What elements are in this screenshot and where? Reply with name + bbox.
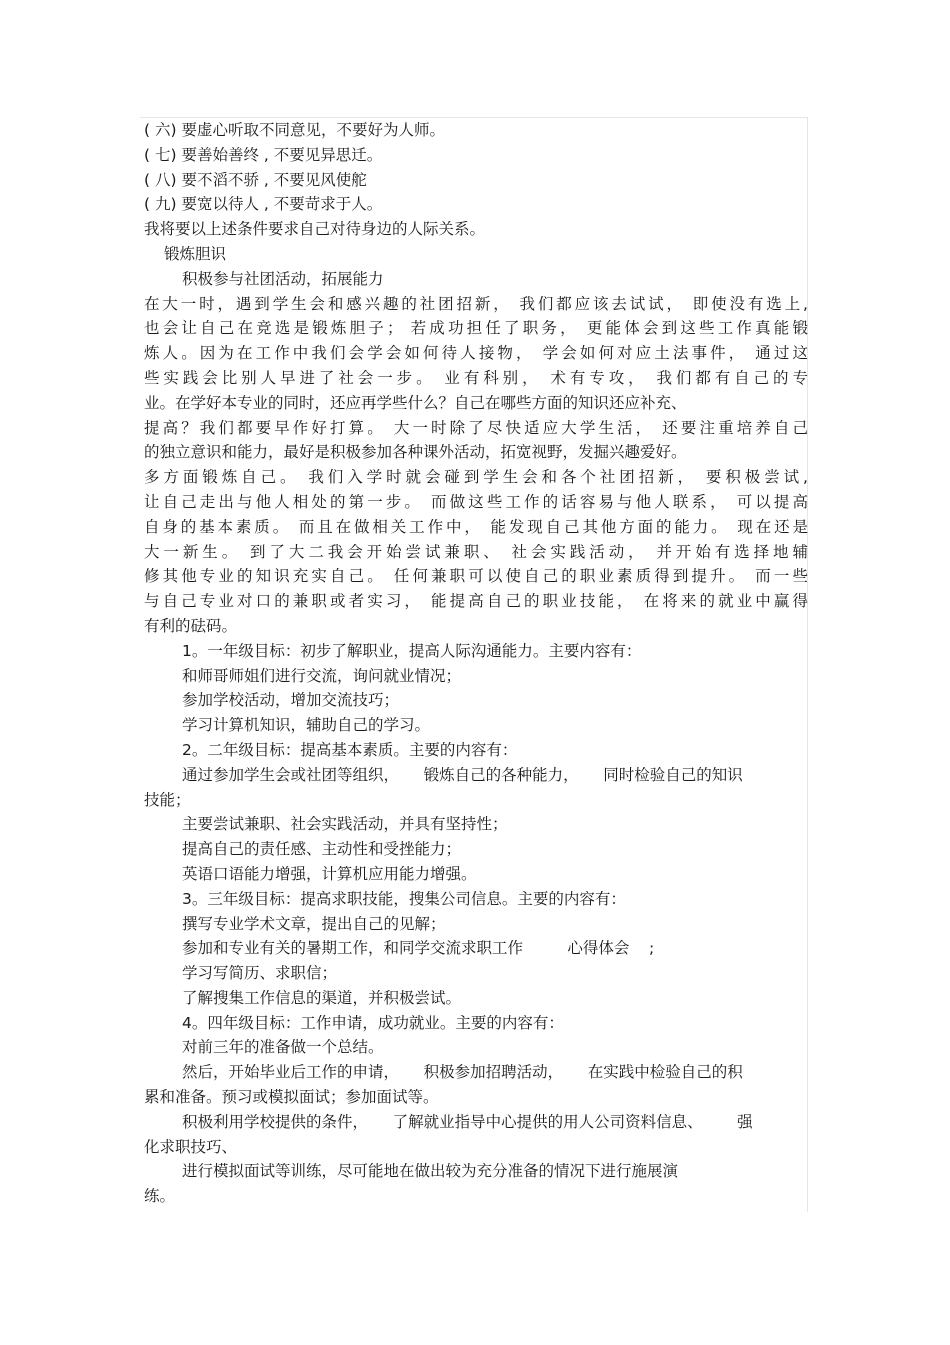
goal-item: 提高自己的责任感、主动性和受挫能力； [182,840,462,859]
goal-item: 对前三年的准备做一个总结。 [182,1038,384,1057]
subsection-heading: 积极参与社团活动，拓展能力 [182,269,384,288]
list-item-6: ( 六) 要虚心听取不同意见，不要好为人师。 [144,121,445,139]
paragraph-line: 大一新生。 到了大二我会开始尝试兼职、 社会实践活动， 并开始有选择地辅 [144,542,808,561]
goal-item: 撰写专业学术文章，提出自己的见解； [182,914,446,933]
goal-item: 练。 [144,1187,176,1206]
paragraph-line: 与自己专业对口的兼职或者实习， 能提高自己的职业技能， 在将来的就业中赢得 [144,592,808,611]
paragraph-line: 让自己走出与他人相处的第一步。 而做这些工作的话容易与他人联系， 可以提高 [144,492,808,511]
section-heading: 锻炼胆识 [164,244,227,263]
paragraph-line: 业。在学好本专业的同时，还应再学些什么？自己在哪些方面的知识还应补充、 [144,393,687,412]
paragraph-line: 我将要以上述条件要求自己对待身边的人际关系。 [144,220,486,239]
goal-item: 英语口语能力增强，计算机应用能力增强。 [182,864,477,883]
goal-item: 技能； [144,790,191,809]
goal-item: 化求职技巧、 [144,1137,238,1156]
paragraph-line: 些实践会比别人早进了社会一步。 业有科别， 术有专攻， 我们都有自己的专 [144,368,808,387]
goal-heading-year-3: 3。三年级目标：提高求职技能，搜集公司信息。主要的内容有： [182,889,626,908]
paragraph-line: 修其他专业的知识充实自己。 任何兼职可以使自己的职业素质得到提升。 而一些 [144,567,808,586]
goal-item: 通过参加学生会或社团等组织， 锻炼自己的各种能力， 同时检验自己的知识 [182,765,743,784]
goal-item: 积极利用学校提供的条件， 了解就业指导中心提供的用人公司资料信息、 强 [182,1112,753,1131]
goal-item: 累和准备。预习或模拟面试；参加面试等。 [144,1088,439,1107]
goal-item: 主要尝试兼职、社会实践活动，并具有坚持性； [182,815,508,834]
goal-item: 了解搜集工作信息的渠道，并积极尝试。 [182,988,462,1007]
goal-item: 学习计算机知识，辅助自己的学习。 [182,716,431,735]
goal-heading-year-1: 1。一年级目标：初步了解职业，提高人际沟通能力。主要内容有： [182,641,642,660]
list-item-9: ( 九) 要宽以待人 , 不要苛求于人。 [144,195,383,214]
document-body [144,118,808,1209]
paragraph-line: 炼人。因为在工作中我们会学会如何待人接物， 学会如何对应土法事件， 通过这 [144,344,808,363]
goal-item: 参加学校活动，增加交流技巧； [182,691,400,710]
paragraph-line: 提高？我们都要早作好打算。 大一时除了尽快适应大学生活， 还要注重培养自己 [144,418,808,437]
goal-heading-year-4: 4。四年级目标：工作申请，成功就业。主要的内容有： [182,1013,564,1032]
paragraph-line: 也会让自己在竞选是锻炼胆子； 若成功担任了职务， 更能体会到这些工作真能锻 [144,319,808,338]
paragraph-line: 有利的砝码。 [144,616,238,635]
list-item-8: ( 八) 要不滔不骄 , 不要见风使舵 [144,170,367,189]
goal-item: 参加和专业有关的暑期工作，和同学交流求职工作 心得体会 ; [182,939,655,958]
goal-item: 进行模拟面试等训练，尽可能地在做出较为充分准备的情况下进行施展演 [182,1162,679,1181]
goal-item: 和师哥师姐们进行交流，询问就业情况； [182,666,462,685]
goal-heading-year-2: 2。二年级目标：提高基本素质。主要的内容有： [182,740,518,759]
paragraph-line: 多方面锻炼自己。 我们入学时就会碰到学生会和各个社团招新， 要积极尝试, [144,468,808,487]
goal-item: 然后，开始毕业后工作的申请， 积极参加招聘活动， 在实践中检验自己的积 [182,1063,743,1082]
paragraph-line: 自身的基本素质。 而且在做相关工作中， 能发现自己其他方面的能力。 现在还是 [144,517,808,536]
goal-item: 学习写简历、求职信； [182,964,338,983]
list-item-7: ( 七) 要善始善终 , 不要见异思迁。 [144,145,383,164]
paragraph-line: 的独立意识和能力，最好是积极参加各种课外活动，拓宽视野，发掘兴趣爱好。 [144,443,687,462]
paragraph-line: 在大一时，遇到学生会和感兴趣的社团招新， 我们都应该去试试， 即使没有选上, [144,294,808,313]
